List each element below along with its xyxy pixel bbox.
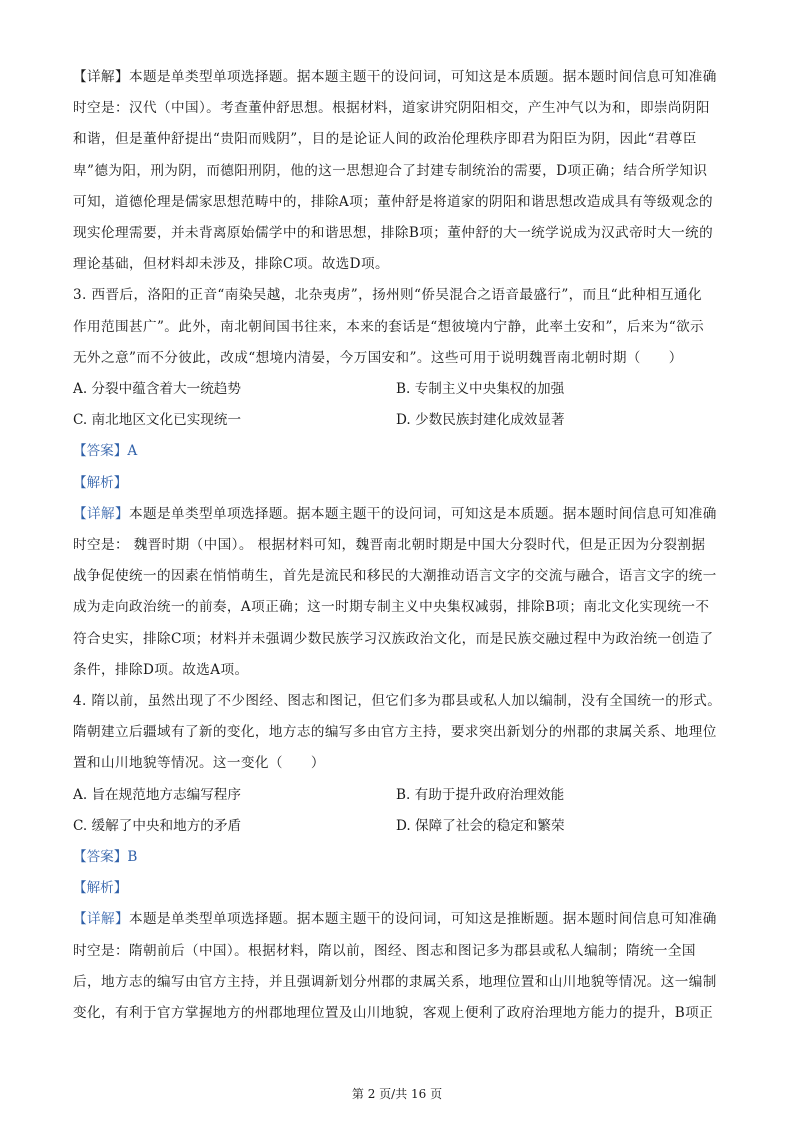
question-line: 3. 西晋后，洛阳的正音“南染吴越，北杂夷虏”，扬州则“侨吴混合之语音最盛行”，而且“此种相互通化 bbox=[73, 287, 702, 304]
document-page bbox=[73, 62, 721, 1029]
option-a[interactable]: A. 旨在规范地方志编写程序 bbox=[73, 786, 241, 803]
detail-line: 理论基础，但材料却未涉及，排除C项。故选D项。 bbox=[73, 256, 389, 273]
detail-paragraph-q3 bbox=[73, 499, 721, 686]
option-d[interactable]: D. 少数民族封建化成效显著 bbox=[396, 412, 565, 429]
option-b[interactable]: B. 专制主义中央集权的加强 bbox=[396, 381, 565, 398]
option-b[interactable]: B. 有助于提升政府治理效能 bbox=[396, 786, 565, 803]
question-line: 置和山川地貌等情况。这一变化（ ） bbox=[73, 755, 325, 772]
page-number-footer: 第 2 页/共 16 页 bbox=[351, 1087, 443, 1101]
detail-line: 可知，道德伦理是儒家思想范畴中的，排除A项；董仲舒是将道家的阴阳和谐思想改造成具有等级观念的 bbox=[73, 193, 713, 210]
answer-label: 【答案】A bbox=[73, 443, 138, 460]
analysis-label: 【解析】 bbox=[73, 880, 128, 897]
option-d[interactable]: D. 保障了社会的稳定和繁荣 bbox=[396, 817, 565, 834]
analysis-label: 【解析】 bbox=[73, 474, 128, 491]
question-4-stem bbox=[73, 686, 721, 780]
detail-paragraph-q4 bbox=[73, 904, 721, 1029]
question-line: 隋朝建立后疆域有了新的变化，地方志的编写多由官方主持，要求突出新划分的州郡的隶属关系、地理位 bbox=[73, 724, 717, 741]
answer-label: 【答案】B bbox=[73, 849, 138, 866]
question-3-stem bbox=[73, 280, 721, 374]
detail-tag: 【详解】 bbox=[73, 505, 129, 522]
detail-line: 后，地方志的编写由官方主持，并且强调新划分州郡的隶属关系，地理位置和山川地貌等情况。这一编制 bbox=[73, 973, 717, 990]
detail-line: 符合史实，排除C项；材料并未强调少数民族学习汉族政治文化，而是民族交融过程中为政治统一创造了 bbox=[73, 630, 714, 647]
question-3-options bbox=[73, 374, 721, 436]
question-4-options bbox=[73, 780, 721, 842]
option-a[interactable]: A. 分裂中蕴含着大一统趋势 bbox=[73, 381, 241, 398]
detail-paragraph-q2 bbox=[73, 62, 721, 280]
option-c[interactable]: C. 缓解了中央和地方的矛盾 bbox=[73, 817, 242, 834]
detail-line: 时空是： 魏晋时期（中国）。 根据材料可知，魏晋南北朝时期是中国大分裂时代，但是正因为分裂割据 bbox=[73, 537, 706, 554]
detail-line: 成为走向政治统一的前奏，A项正确；这一时期专制主义中央集权减弱，排除B项；南北文化实现统一不 bbox=[73, 599, 710, 616]
detail-line: 【详解】本题是单类型单项选择题。据本题主题干的设问词，可知这是本质题。据本题时间信息可知准确 bbox=[73, 69, 717, 85]
question-line: 作用范围甚广”。此外，南北朝间国书往来，本来的套话是“想彼境内宁静，此率土安和”，后来为“欲示 bbox=[73, 318, 705, 335]
detail-line: 时空是：隋朝前后（中国）。根据材料，隋以前，图经、图志和图记多为郡县或私人编制；隋统一全国 bbox=[73, 942, 696, 959]
detail-tag: 【详解】 bbox=[73, 911, 129, 928]
detail-line: 【详解】本题是单类型单项选择题。据本题主题干的设问词，可知这是推断题。据本题时间信息可知准确 bbox=[73, 911, 717, 928]
detail-line: 现实伦理需要，并未背离原始儒学中的和谐思想，排除B项；董仲舒的大一统学说成为汉武帝时大一统的 bbox=[73, 225, 714, 242]
detail-tag: 【详解】 bbox=[73, 69, 129, 85]
detail-line: 【详解】本题是单类型单项选择题。据本题主题干的设问词，可知这是本质题。据本题时间信息可知准确 bbox=[73, 505, 717, 522]
detail-line: 条件，排除D项。故选A项。 bbox=[73, 661, 249, 678]
question-line: 无外之意”而不分彼此，改成“想境内清晏，今万国安和”。这些可用于说明魏晋南北朝时期（ ） bbox=[73, 349, 683, 366]
detail-line: 战争促使统一的因素在悄悄萌生，首先是流民和移民的大潮推动语言文字的交流与融合，语言文字的统一 bbox=[73, 568, 717, 585]
question-line: 4. 隋以前，虽然出现了不少图经、图志和图记，但它们多为郡县或私人加以编制，没有全国统一的形式。 bbox=[73, 693, 721, 710]
detail-line: 变化，有利于官方掌握地方的州郡地理位置及山川地貌，客观上便利了政府治理地方能力的提升，B项正 bbox=[73, 1005, 714, 1022]
detail-line: 卑”德为阳，刑为阴，而德阳刑阴，他的这一思想迎合了封建专制统治的需要，D项正确；结合所学知识 bbox=[73, 162, 708, 179]
detail-line: 和谐，但是董仲舒提出“贵阳而贱阴”，目的是论证人间的政治伦理秩序即君为阳臣为阴，因此“君尊臣 bbox=[73, 131, 697, 148]
option-c[interactable]: C. 南北地区文化已实现统一 bbox=[73, 412, 242, 429]
detail-line: 时空是：汉代（中国）。考查董仲舒思想。根据材料，道家讲究阴阳相交，产生冲气以为和，即崇尚阴阳 bbox=[73, 100, 710, 117]
